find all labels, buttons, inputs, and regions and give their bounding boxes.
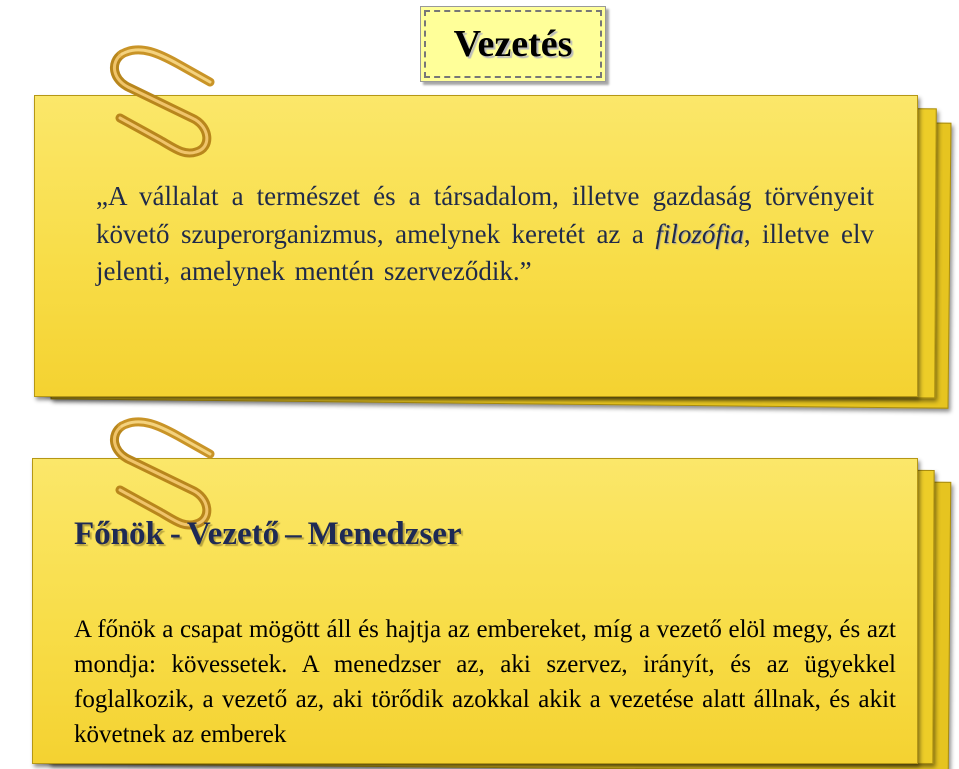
quote-text-end: , illetve elv jelenti, amelynek mentén szerveződik.” [96,218,874,286]
title-box [420,6,606,82]
heading-boss: Főnök [74,516,164,552]
heading-separator: - [169,516,181,552]
leadership-quote [96,178,874,291]
paperclip-icon [100,36,220,166]
card-heading [74,516,462,553]
definition-paragraph: A főnök a csapat mögött áll és hajtja az embereket, míg a vezető elöl megy, és azt mondja: kövessetek. A menedzser az, aki szervez, irányít, és az ügyekkel foglalkozik, a vezető az, aki törődik azokkal akik a vezetése alatt állnak, és akit követnek az emberek [74,616,896,748]
heading-leader: Vezető [186,516,280,552]
quote-emphasis: filozófia [655,218,744,249]
quote-text-start: „A vállalat a természet és a társadalom, illetve gazdaság törvényeit követő szuperorganizmus, amelynek keretét az a [96,181,874,249]
heading-manager: Menedzser [307,516,462,552]
heading-separator: – [285,516,302,552]
page-title: Vezetés [453,23,573,65]
